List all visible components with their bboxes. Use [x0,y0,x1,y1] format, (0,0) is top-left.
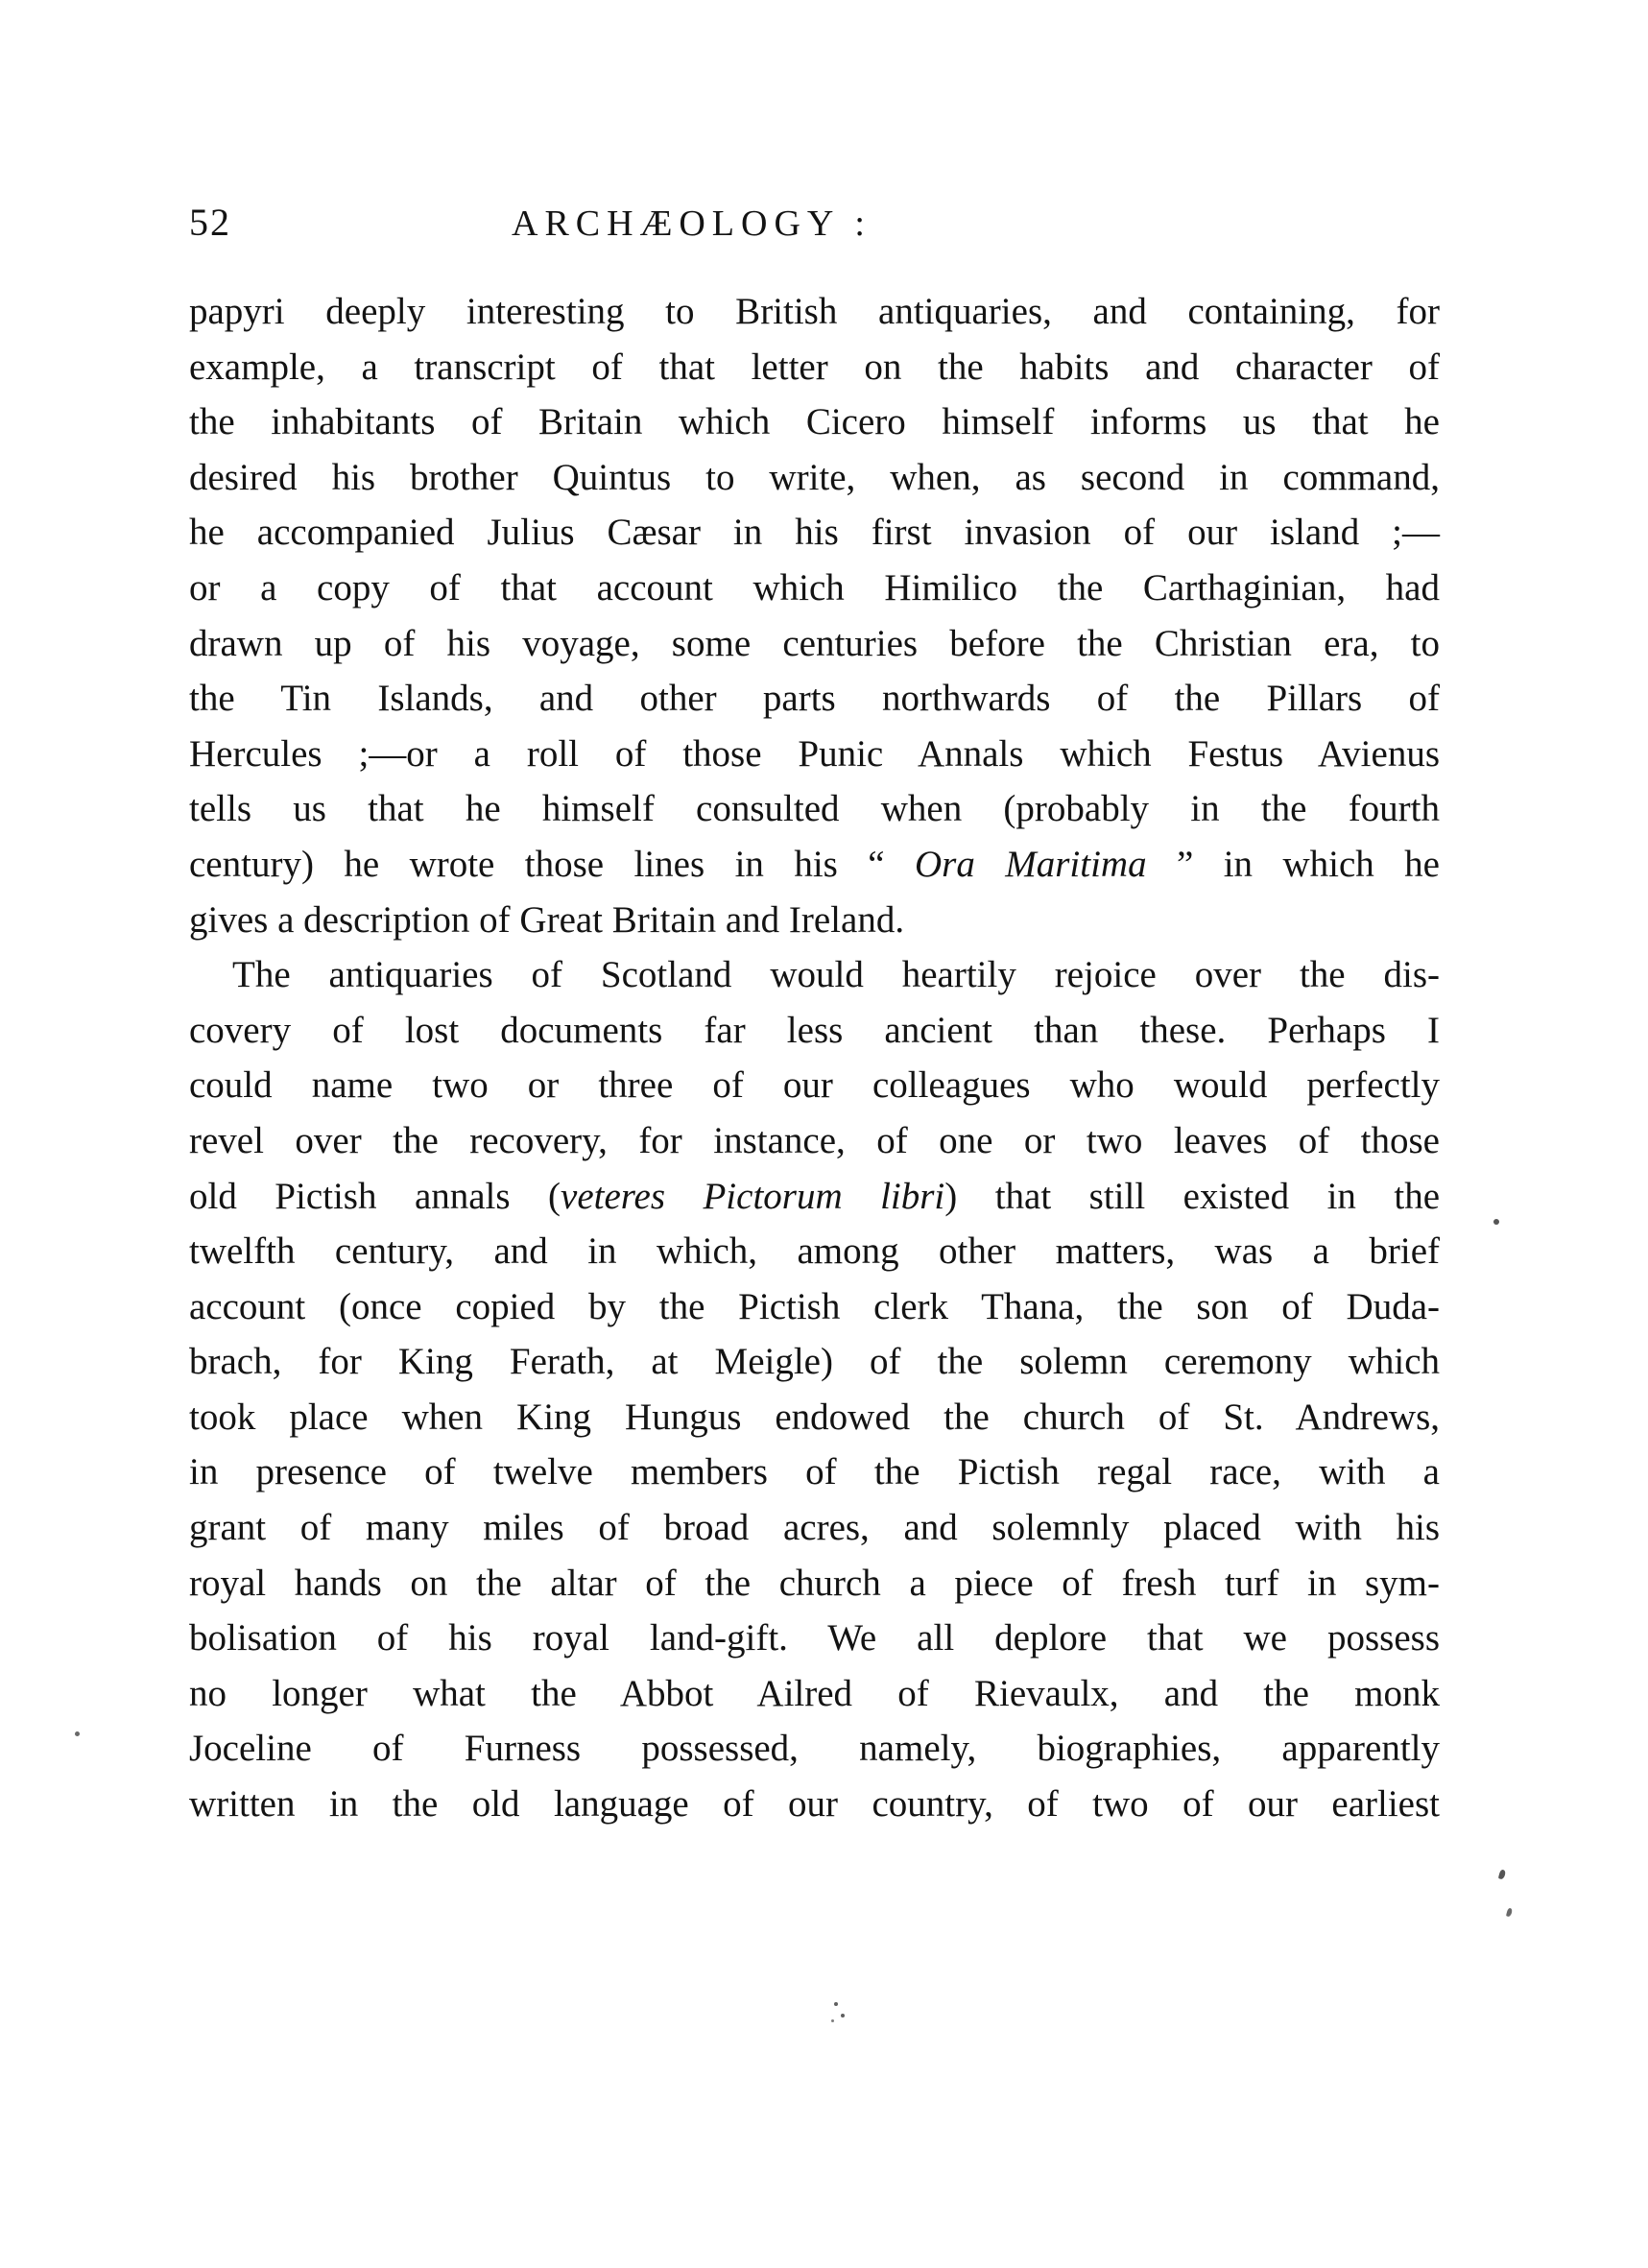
text-line [189,450,1440,506]
text-line [189,505,1440,561]
text-line [189,671,1440,727]
text-line [189,1390,1440,1445]
text-segment: no longer what the Abbot Ailred of Rievaulx, and the monk [189,1672,1440,1714]
italic-text-segment: Ora Maritima [914,843,1147,885]
page-number: 52 [189,201,231,244]
running-title: ARCHÆOLOGY : [512,203,872,244]
ink-speck [1493,1219,1499,1225]
text-line [189,1003,1440,1059]
text-line [189,1113,1440,1169]
text-segment: bolisation of his royal land-gift. We all deplore that we possess [189,1617,1440,1659]
text-line [189,616,1440,672]
text-line [189,1224,1440,1279]
text-line [189,1279,1440,1335]
text-segment: ) that still existed in the [944,1175,1441,1217]
text-segment: revel over the recovery, for instance, of one or two leaves of those [189,1119,1440,1161]
text-line [189,284,1440,340]
text-segment: ” in which he [1146,843,1440,885]
text-segment: account (once copied by the Pictish clerk Thana, the son of Duda- [189,1285,1440,1327]
text-block [189,284,1440,1832]
text-segment: written in the old language of our country, of two of our earliest [189,1783,1440,1826]
text-segment: covery of lost documents far less ancient than these. Perhaps I [189,1009,1440,1051]
text-segment: royal hands on the altar of the church a piece of fresh turf in sym- [189,1562,1440,1604]
text-segment: grant of many miles of broad acres, and solemnly placed with his [189,1507,1440,1549]
ink-speck [1498,1869,1506,1879]
text-segment: Hercules ;—or a roll of those Punic Annals which Festus Avienus [189,732,1440,775]
text-segment: tells us that he himself consulted when (probably in the fourth [189,788,1440,830]
text-line [189,394,1440,450]
text-segment: papyri deeply interesting to British antiquaries, and containing, for [189,291,1440,332]
text-segment: brach, for King Ferath, at Meigle) of the solemn ceremony which [189,1341,1440,1383]
text-line [189,837,1440,893]
ink-speck [1506,1908,1513,1918]
ink-speck [841,2014,845,2017]
text-segment: old Pictish annals ( [189,1175,561,1217]
text-line [189,1556,1440,1611]
text-segment: could name two or three of our colleagues who would perfectly [189,1064,1440,1107]
text-segment: desired his brother Quintus to write, when, as second in command, [189,456,1440,498]
text-segment: drawn up of his voyage, some centuries before the Christian era, to [189,622,1440,664]
italic-text-segment: veteres Pictorum libri [561,1175,945,1217]
ink-speck [834,2002,838,2006]
text-line [189,1777,1440,1832]
text-line [189,1721,1440,1777]
text-segment: took place when King Hungus endowed the church of St. Andrews, [189,1396,1440,1438]
text-line [189,893,1440,948]
text-line [189,947,1440,1003]
text-line [189,1444,1440,1500]
text-segment: the Tin Islands, and other parts northwards of the Pillars of [189,678,1440,720]
text-line [189,781,1440,837]
text-segment: in presence of twelve members of the Pictish regal race, with a [189,1451,1440,1493]
text-line [189,1611,1440,1666]
text-segment: century) he wrote those lines in his “ [189,843,915,885]
ink-speck [831,2019,834,2022]
text-segment: he accompanied Julius Cæsar in his first invasion of our island ;— [189,512,1440,554]
text-segment: The antiquaries of Scotland would heartily rejoice over the dis- [232,954,1440,996]
text-line [189,1500,1440,1556]
ink-speck [75,1731,80,1736]
text-segment: or a copy of that account which Himilico the Carthaginian, had [189,566,1440,609]
text-line [189,727,1440,782]
text-line [189,1334,1440,1390]
text-segment: gives a description of Great Britain and Ireland. [189,898,905,941]
text-segment: example, a transcript of that letter on the habits and character of [189,346,1440,388]
text-segment: the inhabitants of Britain which Cicero himself informs us that he [189,401,1440,443]
text-line [189,561,1440,616]
text-line [189,1058,1440,1113]
text-segment: Joceline of Furness possessed, namely, biographies, apparently [189,1728,1440,1770]
text-line [189,340,1440,395]
text-line [189,1666,1440,1722]
text-line [189,1169,1440,1225]
text-segment: twelfth century, and in which, among other matters, was a brief [189,1230,1440,1273]
